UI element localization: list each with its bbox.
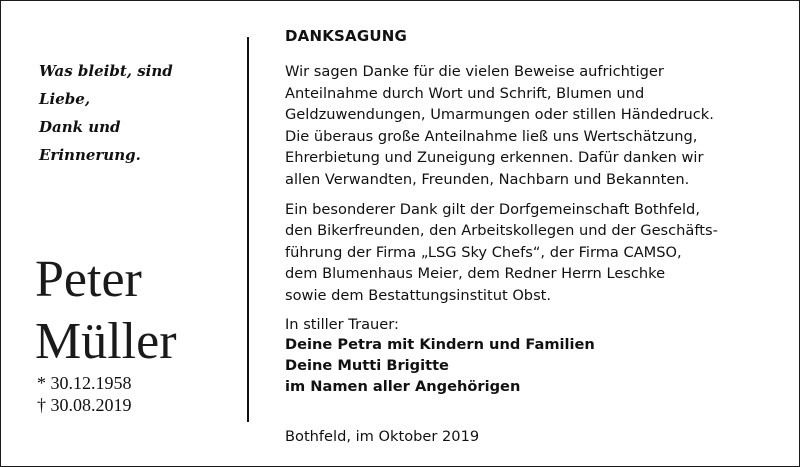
mourner-name: Deine Petra mit Kindern und Familien	[285, 335, 595, 353]
thanks-paragraph-2	[285, 199, 781, 307]
life-dates	[37, 372, 237, 416]
quote-line: Erinnerung.	[39, 146, 141, 164]
birth-date: * 30.12.1958	[37, 373, 132, 393]
paragraph-line: sowie dem Bestattungsinstitut Obst.	[285, 286, 552, 304]
paragraph-line: Ein besonderer Dank gilt der Dorfgemeinschaft Bothfeld,	[285, 200, 700, 218]
paragraph-line: Wir sagen Danke für die vielen Beweise aufrichtiger	[285, 63, 664, 80]
notice-heading: DANKSAGUNG	[285, 27, 408, 45]
paragraph-line: Ehrerbietung und Zuneigung erkennen. Dafür danken wir	[285, 149, 704, 167]
deceased-name	[35, 249, 245, 373]
mourners-intro: In stiller Trauer:	[285, 315, 399, 333]
quote-line: Was bleibt, sind	[39, 62, 173, 80]
mourner-name: im Namen aller Angehörigen	[285, 377, 521, 395]
memorial-quote	[39, 57, 239, 169]
death-date: † 30.08.2019	[37, 395, 132, 415]
paragraph-line: allen Verwandten, Freunden, Nachbarn und Bekannten.	[285, 170, 690, 188]
paragraph-line: dem Blumenhaus Meier, dem Redner Herrn Leschke	[285, 265, 666, 283]
deceased-last-name: Müller	[35, 313, 177, 370]
paragraph-line: Anteilnahme durch Wort und Schrift, Blumen und	[285, 84, 645, 102]
paragraph-line: Die überaus große Anteilnahme ließ uns Wertschätzung,	[285, 127, 698, 145]
thanks-paragraph-1	[285, 61, 781, 191]
paragraph-line: Geldzuwendungen, Umarmungen oder stillen Händedruck.	[285, 106, 714, 124]
mourner-name: Deine Mutti Brigitte	[285, 356, 449, 374]
quote-block	[39, 57, 239, 169]
mourners-block	[285, 315, 781, 397]
deceased-first-name: Peter	[35, 251, 142, 308]
place-and-date: Bothfeld, im Oktober 2019	[285, 428, 480, 445]
quote-line: Liebe,	[39, 90, 91, 108]
vertical-divider	[247, 37, 249, 422]
thanks-text-block	[285, 25, 781, 397]
paragraph-line: führung der Firma „LSG Sky Chefs“, der Firma CAMSO,	[285, 243, 682, 261]
quote-line: Dank und	[39, 118, 121, 136]
paragraph-line: den Bikerfreunden, den Arbeitskollegen und der Geschäfts-	[285, 222, 718, 240]
